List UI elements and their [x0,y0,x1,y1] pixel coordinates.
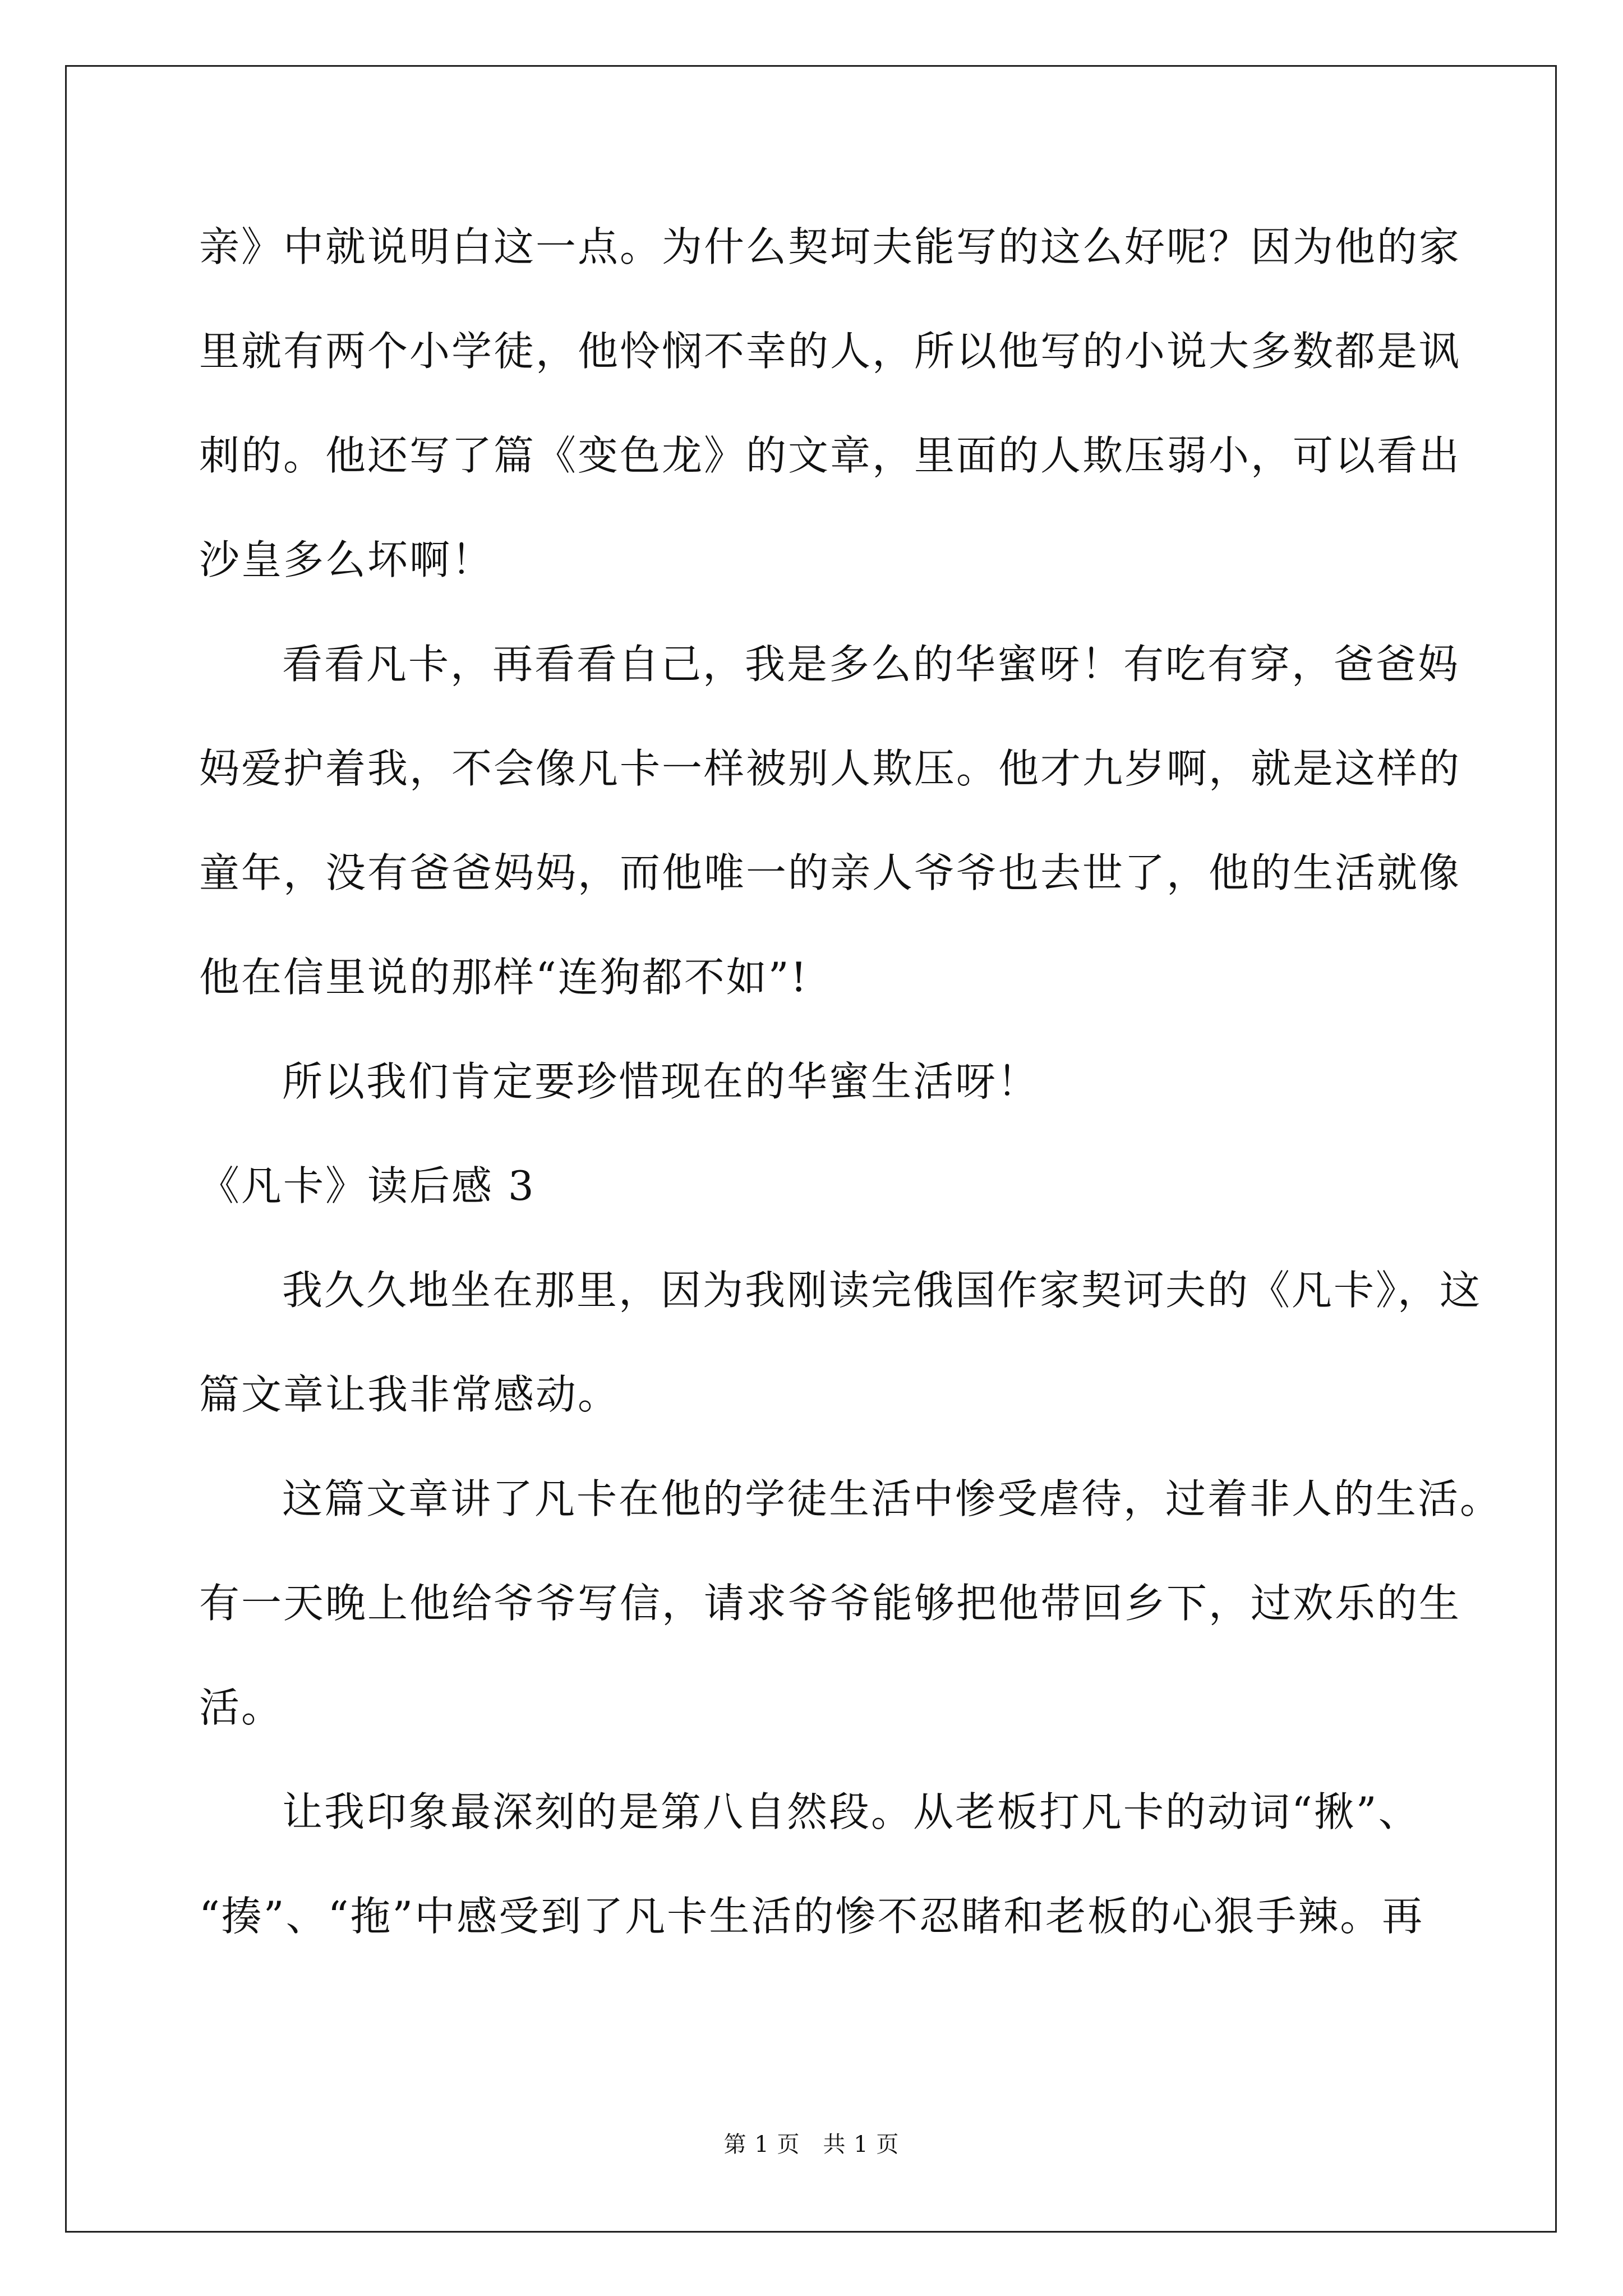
paragraph-start-line: 所以我们肯定要珍惜现在的华蜜生活呀！ [282,1058,1040,1105]
paragraph-start-line: 我久久地坐在那里，因为我刚读完俄国作家契诃夫的《凡卡》，这 [282,1267,1482,1314]
text-line: “揍”、“拖”中感受到了凡卡生活的惨不忍睹和老板的心狠手辣。再 [199,1893,1424,1940]
paragraph-start-line: 看看凡卡，再看看自己，我是多么的华蜜呀！有吃有穿，爸爸妈 [282,641,1460,688]
page-footer: 第 1 页 共 1 页 [723,2132,900,2157]
text-line: 亲》中就说明白这一点。为什么契坷夫能写的这么好呢？因为他的家 [199,223,1461,270]
text-line: 篇文章让我非常感动。 [199,1371,620,1418]
text-line: 活。 [199,1684,284,1731]
text-line: 里就有两个小学徒，他怜悯不幸的人，所以他写的小说大多数都是讽 [199,328,1461,375]
text-line: 刺的。他还写了篇《变色龙》的文章，里面的人欺压弱小，可以看出 [199,432,1461,479]
text-line: 童年，没有爸爸妈妈，而他唯一的亲人爷爷也去世了，他的生活就像 [199,849,1461,896]
paragraph-start-line: 让我印象最深刻的是第八自然段。从老板打凡卡的动词“揪”、 [282,1788,1421,1835]
text-line: 他在信里说的那样“连狗都不如”! [199,954,809,1001]
text-line: 有一天晚上他给爷爷写信，请求爷爷能够把他带回乡下，过欢乐的生 [199,1580,1461,1627]
text-line: 妈爱护着我，不会像凡卡一样被别人欺压。他才九岁啊，就是这样的 [199,745,1461,792]
paragraph-start-line: 这篇文章讲了凡卡在他的学徒生活中惨受虐待，过着非人的生活。 [282,1475,1502,1522]
text-line: 沙皇多么坏啊！ [199,536,494,583]
section-heading: 《凡卡》读后感 3 [199,1162,536,1209]
